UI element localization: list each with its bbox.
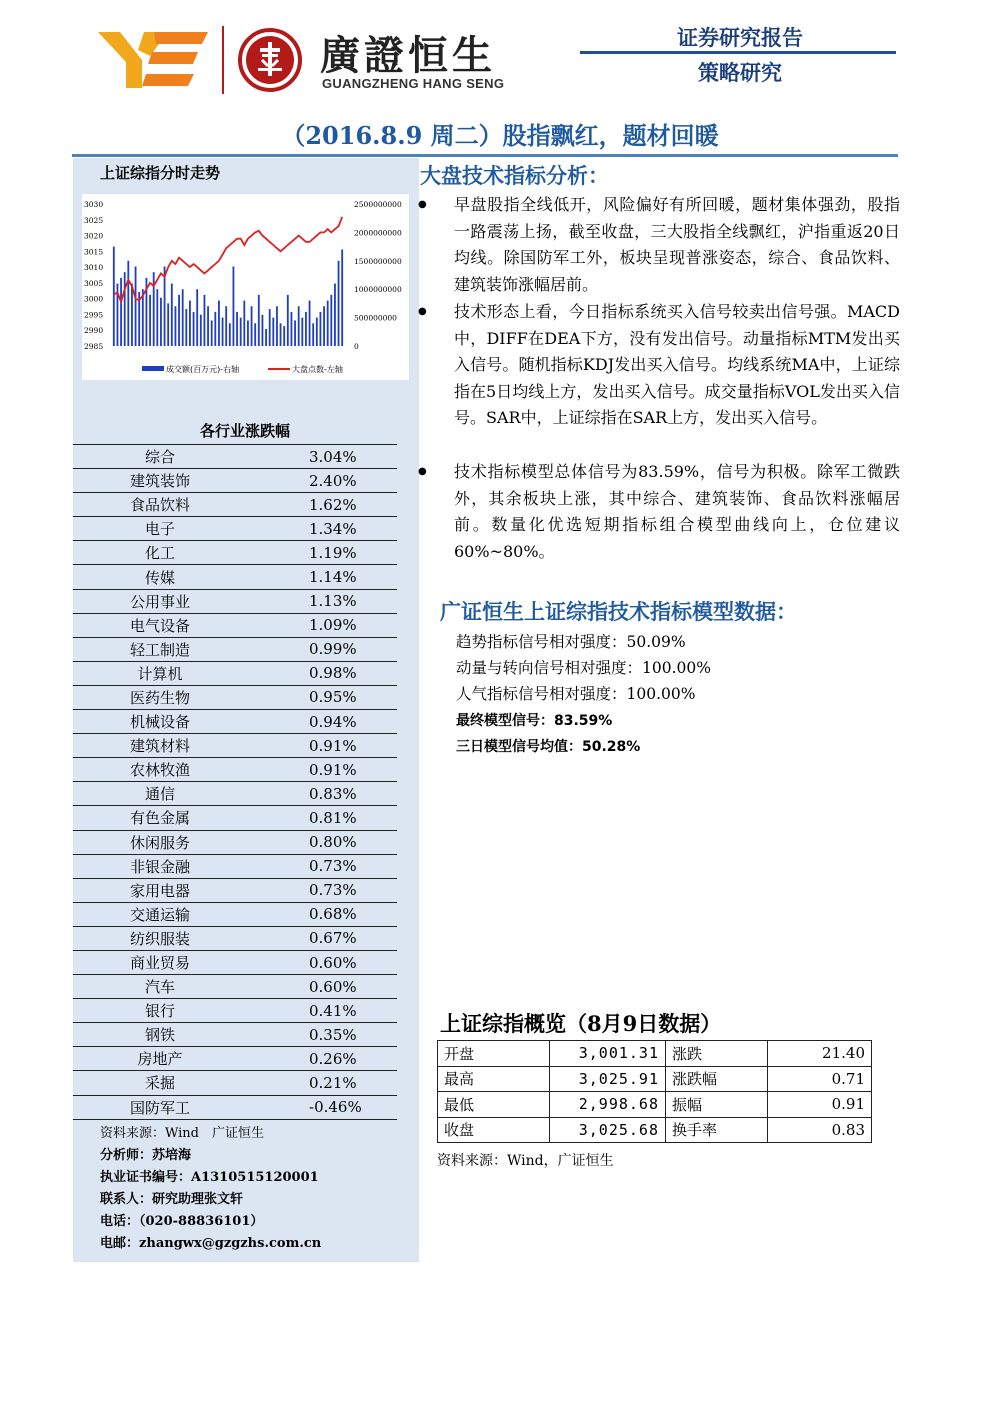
left-tick-label: 2985 (84, 342, 104, 351)
volume-bar (193, 312, 195, 346)
volume-bar (160, 298, 162, 346)
industry-name: 商业贸易 (73, 950, 247, 974)
email[interactable]: 电邮：zhangwx@gzgzhs.com.cn (100, 1236, 322, 1251)
overview-value: 3,025.91 (550, 1066, 666, 1092)
table-row (73, 1023, 397, 1047)
volume-bar (196, 289, 198, 346)
volume-bar (334, 284, 336, 346)
right-tick-label: 500000000 (354, 313, 397, 323)
overview-value: 0.83 (768, 1117, 872, 1143)
left-tick-label: 3010 (84, 263, 104, 273)
volume-bar (175, 306, 177, 346)
volume-bar (338, 261, 340, 346)
page-title: （2016.8.9 周二）股指飘红，题材回暖 (281, 121, 719, 150)
volume-bar (265, 329, 267, 346)
volume-bar (164, 266, 166, 346)
industry-name: 化工 (73, 541, 247, 565)
volume-bar (189, 301, 191, 346)
volume-bar (316, 318, 318, 346)
industry-name: 机械设备 (73, 710, 247, 734)
contact-person: 联系人：研究助理张文轩 (100, 1192, 244, 1207)
industry-change: 0.98% (247, 661, 397, 685)
volume-bar (236, 312, 238, 346)
table-row (438, 1041, 872, 1067)
table-row (73, 493, 397, 517)
left-tick-label: 2995 (84, 310, 104, 320)
bullet-icon: ● (418, 466, 427, 477)
volume-bar (204, 295, 206, 346)
industry-name: 农林牧渔 (73, 758, 247, 782)
volume-bar (298, 306, 300, 346)
ye-logo-icon (98, 28, 208, 90)
title-rule (72, 154, 898, 157)
volume-bar (229, 323, 231, 346)
industry-change: 0.80% (247, 830, 397, 854)
industry-change: 0.68% (247, 902, 397, 926)
left-tick-label: 3000 (84, 294, 104, 304)
volume-bar (283, 326, 285, 346)
table-row (73, 541, 397, 565)
table-row (73, 1071, 397, 1095)
industry-name: 电子 (73, 517, 247, 541)
bullet-icon: ● (418, 306, 427, 317)
table-row (73, 975, 397, 999)
industry-name: 银行 (73, 999, 247, 1023)
table-row (73, 902, 397, 926)
volume-bar (218, 301, 220, 346)
table-row (73, 734, 397, 758)
final-signal: 最终模型信号：83.59% (456, 713, 613, 729)
volume-bar (182, 289, 184, 346)
volume-bar (276, 306, 278, 346)
industry-change: 0.83% (247, 782, 397, 806)
volume-bar (254, 323, 256, 346)
volume-bar (171, 284, 173, 346)
industry-change: 0.21% (247, 1071, 397, 1095)
table-row (438, 1066, 872, 1092)
volume-bar (312, 323, 314, 346)
volume-bar (243, 301, 245, 346)
volume-bar (225, 306, 227, 346)
industry-name: 汽车 (73, 975, 247, 999)
industry-change: 0.99% (247, 637, 397, 661)
volume-bar (149, 295, 151, 346)
table-row (73, 661, 397, 685)
volume-bar (291, 312, 293, 346)
analysis-title: 大盘技术指标分析： (420, 163, 609, 188)
volume-bar (185, 309, 187, 346)
volume-bar (211, 320, 213, 346)
left-tick-label: 3015 (84, 247, 104, 257)
volume-bar (222, 318, 224, 346)
industry-source: 资料来源：Wind 广证恒生 (100, 1126, 264, 1141)
volume-bar (320, 312, 322, 346)
volume-bar (262, 315, 264, 346)
volume-bar (233, 266, 235, 346)
industry-name: 传媒 (73, 565, 247, 589)
overview-key: 最高 (438, 1066, 550, 1092)
industry-name: 房地产 (73, 1047, 247, 1071)
table-row (73, 830, 397, 854)
industry-change: 1.14% (247, 565, 397, 589)
volume-bar (294, 320, 296, 346)
industry-change: 2.40% (247, 469, 397, 493)
analysis-paragraph: 技术形态上看，今日指标系统买入信号较卖出信号强。MACD中，DIFF在DEA下方，没有发出信号。动量指标MTM发出买入信号。随机指标KDJ发出买入信号。均线系统MA中，上证综指在5日均线上方，发出买入信号。成交量指标VOL发出买入信号。SAR中，上证综指在SAR上方，发出买入信号。 (454, 302, 900, 428)
industry-change: 0.60% (247, 975, 397, 999)
industry-table-title: 各行业涨跌幅 (199, 422, 290, 440)
overview-key: 换手率 (666, 1117, 768, 1143)
industry-change: 0.91% (247, 734, 397, 758)
volume-bar (240, 318, 242, 346)
right-tick-label: 2000000000 (354, 228, 402, 238)
industry-change: 0.81% (247, 806, 397, 830)
overview-title: 上证综指概览（8月9日数据） (440, 1011, 722, 1036)
report-subtype: 策略研究 (698, 61, 782, 85)
volume-bar (167, 303, 169, 346)
table-row (73, 589, 397, 613)
overview-value: 2,998.68 (550, 1092, 666, 1118)
overview-value: 0.71 (768, 1066, 872, 1092)
brand-name-en: GUANGZHENG HANG SENG (322, 76, 505, 91)
table-row (73, 854, 397, 878)
table-row (73, 710, 397, 734)
table-row (73, 565, 397, 589)
industry-change: 0.41% (247, 999, 397, 1023)
volume-bar (272, 318, 274, 346)
industry-name: 电气设备 (73, 613, 247, 637)
volume-bar (287, 295, 289, 346)
industry-change: 1.13% (247, 589, 397, 613)
overview-value: 3,001.31 (550, 1041, 666, 1067)
left-tick-label: 3005 (84, 278, 104, 288)
volume-bar (200, 315, 202, 346)
legend-index-label: 大盘点数-左轴 (292, 365, 343, 374)
legend-volume-swatch (142, 366, 164, 371)
phone: 电话：（020-88836101） (100, 1214, 264, 1229)
volume-bar (341, 249, 343, 346)
industry-change: 0.73% (247, 854, 397, 878)
volume-bar (330, 295, 332, 346)
table-row (73, 1095, 397, 1119)
volume-bar (207, 306, 209, 346)
table-row (73, 1047, 397, 1071)
industry-change: 0.26% (247, 1047, 397, 1071)
industry-name: 通信 (73, 782, 247, 806)
overview-key: 收盘 (438, 1117, 550, 1143)
industry-name: 非银金融 (73, 854, 247, 878)
volume-bar (269, 309, 271, 346)
industry-name: 采掘 (73, 1071, 247, 1095)
volume-bar (247, 320, 249, 346)
volume-bar (305, 312, 307, 346)
table-row (73, 685, 397, 709)
table-row (438, 1117, 872, 1143)
industry-name: 钢铁 (73, 1023, 247, 1047)
industry-name: 食品饮料 (73, 493, 247, 517)
license-number: 执业证书编号：A1310515120001 (100, 1170, 319, 1185)
overview-value: 0.91 (768, 1092, 872, 1118)
industry-change: 0.94% (247, 710, 397, 734)
volume-bar (127, 261, 129, 346)
volume-bar (178, 295, 180, 346)
industry-name: 轻工制造 (73, 637, 247, 661)
report-type: 证券研究报告 (677, 26, 803, 50)
industry-name: 计算机 (73, 661, 247, 685)
volume-bar (251, 306, 253, 346)
table-row (73, 782, 397, 806)
table-row (438, 1092, 872, 1118)
volume-bar (113, 247, 115, 346)
model-title: 广证恒生上证综指技术指标模型数据： (440, 599, 797, 624)
left-tick-label: 3030 (84, 200, 104, 209)
volume-bar (327, 301, 329, 346)
table-row (73, 950, 397, 974)
table-row (73, 637, 397, 661)
logo-separator (222, 26, 224, 94)
index-line (114, 217, 342, 302)
seal-logo-icon (238, 28, 302, 92)
industry-name: 家用电器 (73, 878, 247, 902)
table-row (73, 517, 397, 541)
overview-key: 涨跌幅 (666, 1066, 768, 1092)
analyst: 分析师：苏培海 (100, 1148, 192, 1163)
table-row (73, 758, 397, 782)
overview-key: 开盘 (438, 1041, 550, 1067)
industry-name: 有色金属 (73, 806, 247, 830)
industry-name: 国防军工 (73, 1095, 247, 1119)
industry-name: 综合 (73, 445, 247, 469)
chart-title: 上证综指分时走势 (100, 164, 221, 182)
legend-volume-label: 成交额(百万元)-右轴 (166, 365, 240, 374)
overview-key: 振幅 (666, 1092, 768, 1118)
table-row (73, 806, 397, 830)
industry-name: 公用事业 (73, 589, 247, 613)
industry-change: 0.95% (247, 685, 397, 709)
right-tick-label: 2500000000 (354, 200, 402, 209)
industry-name: 建筑材料 (73, 734, 247, 758)
bullet-icon: ● (418, 199, 427, 210)
intraday-chart-svg (82, 194, 409, 380)
industry-name: 纺织服装 (73, 926, 247, 950)
intraday-chart (82, 194, 409, 380)
table-row (73, 613, 397, 637)
sentiment-strength: 人气指标信号相对强度：100.00% (456, 685, 696, 703)
overview-key: 涨跌 (666, 1041, 768, 1067)
header-rule (580, 51, 896, 54)
overview-value: 21.40 (768, 1041, 872, 1067)
volume-bar (323, 306, 325, 346)
industry-name: 休闲服务 (73, 830, 247, 854)
right-tick-label: 1000000000 (354, 285, 402, 295)
brand-name-cn: 廣證恒生 (320, 33, 496, 79)
table-row (73, 445, 397, 469)
industry-change: 0.73% (247, 878, 397, 902)
volume-bar (135, 266, 137, 346)
industry-change: 0.67% (247, 926, 397, 950)
overview-source: 资料来源：Wind，广证恒生 (437, 1153, 614, 1169)
industry-change: 1.19% (247, 541, 397, 565)
table-row (73, 999, 397, 1023)
overview-table (437, 1040, 872, 1143)
volume-bar (124, 272, 126, 346)
industry-change: 0.60% (247, 950, 397, 974)
right-tick-label: 0 (354, 342, 359, 351)
volume-bar (214, 312, 216, 346)
table-row (73, 878, 397, 902)
table-row (73, 926, 397, 950)
industry-change: -0.46% (247, 1095, 397, 1119)
right-tick-label: 1500000000 (354, 256, 402, 266)
industry-change: 0.91% (247, 758, 397, 782)
volume-bar (301, 318, 303, 346)
industry-name: 医药生物 (73, 685, 247, 709)
industry-change: 1.34% (247, 517, 397, 541)
overview-value: 3,025.68 (550, 1117, 666, 1143)
volume-bar (156, 289, 158, 346)
industry-change: 0.35% (247, 1023, 397, 1047)
volume-bar (120, 278, 122, 346)
table-row (73, 469, 397, 493)
analysis-paragraph: 技术指标模型总体信号为83.59%，信号为积极。除军工微跌外，其余板块上涨，其中综合、建筑装饰、食品饮料涨幅居前。数量化优选短期指标组合模型曲线向上，仓位建议60%~80%。 (454, 462, 900, 561)
overview-key: 最低 (438, 1092, 550, 1118)
industry-change: 1.62% (247, 493, 397, 517)
left-tick-label: 2990 (84, 326, 104, 336)
volume-bar (131, 284, 133, 346)
three-day-signal: 三日模型信号均值：50.28% (456, 739, 641, 755)
momentum-strength: 动量与转向信号相对强度：100.00% (456, 659, 711, 677)
volume-bar (258, 295, 260, 346)
industry-change: 3.04% (247, 445, 397, 469)
left-tick-label: 3020 (84, 231, 104, 241)
left-tick-label: 3025 (84, 215, 104, 225)
industry-name: 建筑装饰 (73, 469, 247, 493)
trend-strength: 趋势指标信号相对强度：50.09% (456, 633, 686, 651)
volume-bar (280, 323, 282, 346)
volume-bar (309, 301, 311, 346)
analysis-paragraph: 早盘股指全线低开，风险偏好有所回暖，题材集体强劲，股指一路震荡上扬，截至收盘，三大股指全线飘红，沪指重返20日均线。除国防军工外，板块呈现普涨姿态，综合、食品饮料、建筑装饰涨幅居前。 (454, 195, 900, 294)
industry-name: 交通运输 (73, 902, 247, 926)
industry-table (73, 444, 397, 1120)
industry-change: 1.09% (247, 613, 397, 637)
